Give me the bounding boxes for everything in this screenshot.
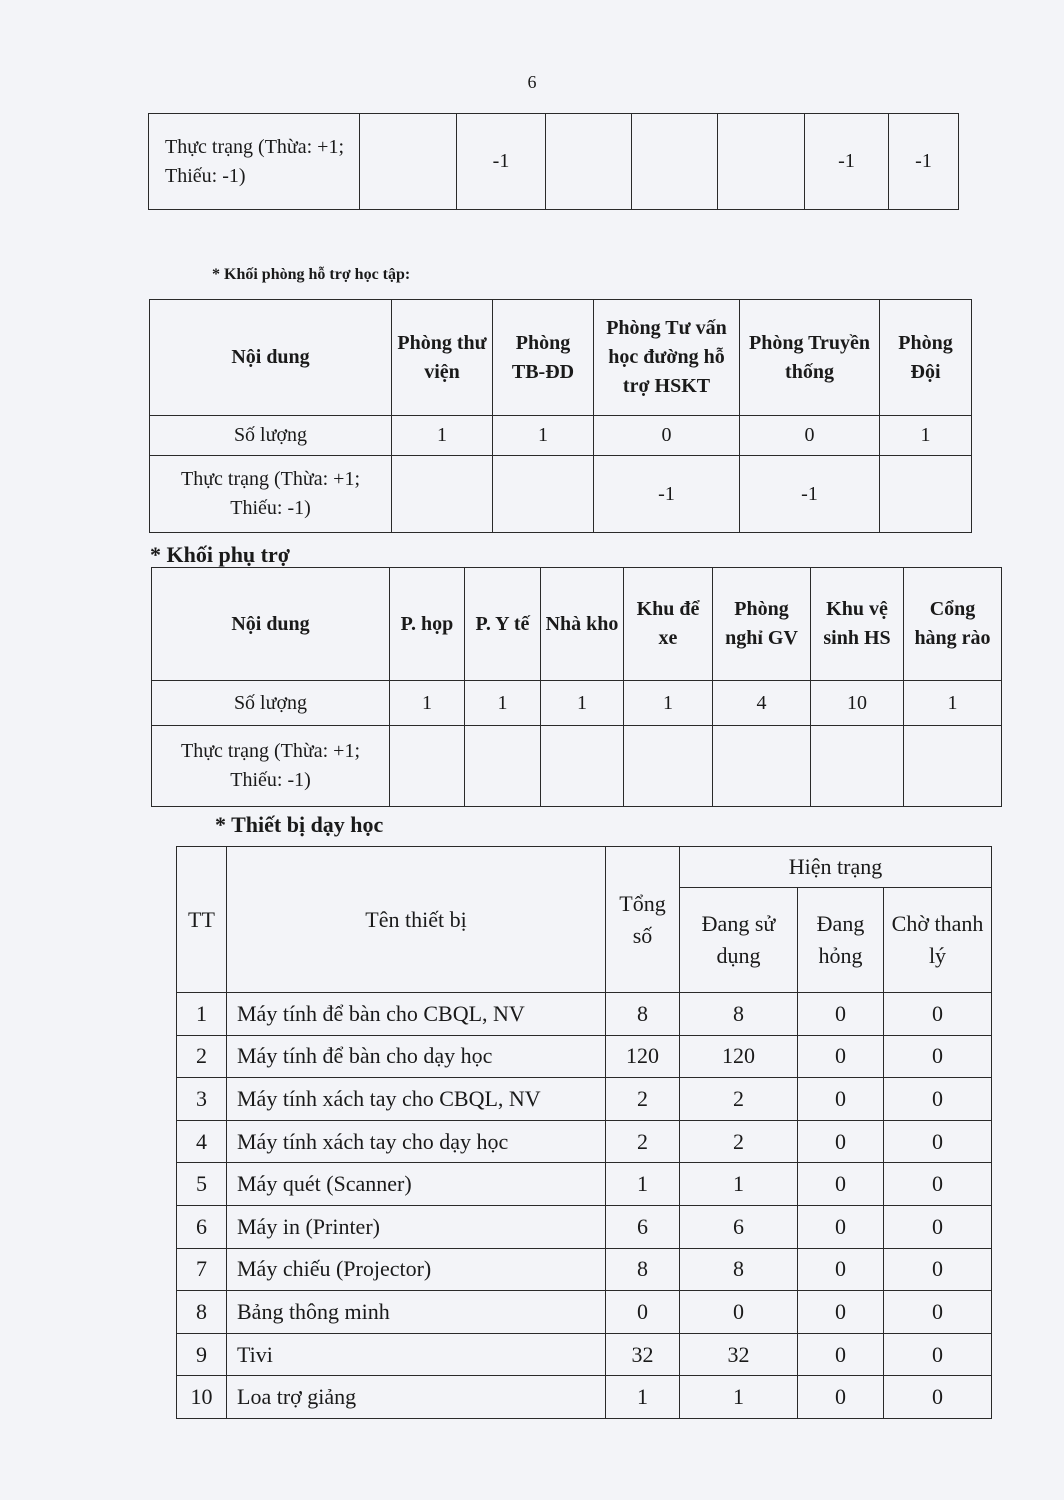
table-cell: 0 [594, 416, 740, 456]
column-header: Khu để xe [624, 568, 713, 681]
column-header: Phòng Tư vấn học đường hỗ trợ HSKT [594, 300, 740, 416]
table-cell: 0 [798, 993, 884, 1036]
table-cell: 0 [884, 1376, 992, 1419]
table-cell [493, 456, 594, 533]
table-row [150, 456, 972, 533]
column-header: Hiện trạng [680, 847, 992, 888]
equipment-name: Máy quét (Scanner) [227, 1163, 606, 1206]
table-cell: -1 [889, 114, 959, 210]
table-cell: 2 [606, 1078, 680, 1121]
table-cell: 32 [606, 1333, 680, 1376]
equipment-name: Máy tính để bàn cho CBQL, NV [227, 993, 606, 1036]
table-cell: 0 [798, 1291, 884, 1334]
table-cell: 1 [390, 681, 465, 726]
table-cell: 9 [177, 1333, 227, 1376]
column-header: Nội dung [150, 300, 392, 416]
column-header: Phòng nghỉ GV [713, 568, 811, 681]
table-row [177, 1291, 992, 1334]
table-cell: 1 [624, 681, 713, 726]
section-heading-hoc-tap: * Khối phòng hỗ trợ học tập: [212, 266, 411, 283]
table-cell [632, 114, 718, 210]
column-header: Tên thiết bị [227, 847, 606, 993]
table-cell: 1 [541, 681, 624, 726]
equipment-name: Máy chiếu (Projector) [227, 1248, 606, 1291]
table-cell: 0 [884, 993, 992, 1036]
page-number: 6 [527, 72, 537, 92]
table-cell: 8 [606, 993, 680, 1036]
section-heading-phu-tro: * Khối phụ trợ [150, 542, 290, 567]
table-cell: 0 [798, 1333, 884, 1376]
table-cell: 6 [177, 1205, 227, 1248]
table-cell: 0 [884, 1163, 992, 1206]
column-header: Phòng Đội [880, 300, 972, 416]
table-cell [880, 456, 972, 533]
table-cell: 8 [177, 1291, 227, 1334]
table-cell: 2 [680, 1078, 798, 1121]
table-cell: 0 [798, 1035, 884, 1078]
phu-tro-table [151, 567, 1002, 807]
table-cell: 6 [606, 1205, 680, 1248]
row-label: Thực trạng (Thừa: +1; Thiếu: -1) [149, 114, 360, 210]
equipment-name: Máy in (Printer) [227, 1205, 606, 1248]
column-header: Đang sử dụng [680, 888, 798, 993]
table-cell [546, 114, 632, 210]
table-row [149, 114, 959, 210]
table-cell: 120 [680, 1035, 798, 1078]
table-cell: 7 [177, 1248, 227, 1291]
column-header: Khu vệ sinh HS [811, 568, 904, 681]
equipment-name: Máy tính xách tay cho CBQL, NV [227, 1078, 606, 1121]
table-cell: 0 [798, 1163, 884, 1206]
table-cell [713, 726, 811, 807]
table-row [177, 1376, 992, 1419]
table-cell: 0 [680, 1291, 798, 1334]
table-cell [390, 726, 465, 807]
table-cell [718, 114, 805, 210]
table-cell: 4 [177, 1120, 227, 1163]
column-header: Nhà kho [541, 568, 624, 681]
table-row [152, 681, 1002, 726]
table-row [177, 1333, 992, 1376]
column-header: Cổng hàng rào [904, 568, 1002, 681]
column-header: P. Y tế [465, 568, 541, 681]
table-cell: 6 [680, 1205, 798, 1248]
table-cell: 8 [680, 993, 798, 1036]
thiet-bi-table [176, 846, 992, 1419]
table-row [177, 1035, 992, 1078]
equipment-name: Bảng thông minh [227, 1291, 606, 1334]
table-cell: 120 [606, 1035, 680, 1078]
table-cell: 1 [392, 416, 493, 456]
table-row [150, 416, 972, 456]
table-cell: 0 [606, 1291, 680, 1334]
table-cell: 5 [177, 1163, 227, 1206]
table-cell: 0 [884, 1078, 992, 1121]
row-label: Thực trạng (Thừa: +1; Thiếu: -1) [152, 726, 390, 807]
table-cell: 3 [177, 1078, 227, 1121]
column-header: Nội dung [152, 568, 390, 681]
equipment-name: Máy tính xách tay cho dạy học [227, 1120, 606, 1163]
table-cell: 0 [798, 1376, 884, 1419]
table-cell: -1 [805, 114, 889, 210]
row-label: Số lượng [152, 681, 390, 726]
table-cell: 1 [177, 993, 227, 1036]
table-row [177, 1120, 992, 1163]
table-row [177, 993, 992, 1036]
column-header: Đang hỏng [798, 888, 884, 993]
table-cell: 0 [798, 1205, 884, 1248]
hoc-tap-table [149, 299, 972, 533]
table-row [177, 1163, 992, 1206]
table-cell: 1 [493, 416, 594, 456]
section-heading-thiet-bi: * Thiết bị dạy học [215, 812, 384, 837]
column-header: Phòng Truyền thống [740, 300, 880, 416]
table-cell: 8 [606, 1248, 680, 1291]
table-cell: 2 [177, 1035, 227, 1078]
column-header: Chờ thanh lý [884, 888, 992, 993]
table-row [177, 1078, 992, 1121]
table-cell: 1 [904, 681, 1002, 726]
table-cell: 1 [606, 1163, 680, 1206]
table-cell [904, 726, 1002, 807]
table-cell [811, 726, 904, 807]
table-row [177, 1205, 992, 1248]
table-cell: 32 [680, 1333, 798, 1376]
table-cell: 1 [880, 416, 972, 456]
table-cell: 0 [884, 1205, 992, 1248]
table-cell [360, 114, 457, 210]
table-cell: 0 [884, 1248, 992, 1291]
table-cell: 1 [680, 1163, 798, 1206]
table-header-row [152, 568, 1002, 681]
equipment-name: Máy tính để bàn cho dạy học [227, 1035, 606, 1078]
table-cell [541, 726, 624, 807]
table-cell: 0 [798, 1248, 884, 1291]
table-cell: 0 [798, 1120, 884, 1163]
column-header: Phòng TB-ĐD [493, 300, 594, 416]
table-cell [392, 456, 493, 533]
column-header: Tổng số [606, 847, 680, 993]
table-cell: 8 [680, 1248, 798, 1291]
table-cell: 2 [680, 1120, 798, 1163]
column-header: Phòng thư viện [392, 300, 493, 416]
equipment-name: Tivi [227, 1333, 606, 1376]
table-cell: -1 [457, 114, 546, 210]
equipment-name: Loa trợ giảng [227, 1376, 606, 1419]
row-label: Thực trạng (Thừa: +1; Thiếu: -1) [150, 456, 392, 533]
table-cell: 1 [680, 1376, 798, 1419]
table-cell: 1 [465, 681, 541, 726]
table-cell: 4 [713, 681, 811, 726]
status-continuation-table [148, 113, 959, 210]
table-cell [465, 726, 541, 807]
table-header-row [150, 300, 972, 416]
column-header: TT [177, 847, 227, 993]
table-header-row [177, 847, 992, 888]
row-label: Số lượng [150, 416, 392, 456]
table-cell: 1 [606, 1376, 680, 1419]
table-cell: 0 [884, 1120, 992, 1163]
table-cell: 0 [740, 416, 880, 456]
table-cell: 0 [884, 1035, 992, 1078]
table-cell: -1 [594, 456, 740, 533]
table-cell: 0 [798, 1078, 884, 1121]
table-cell: 0 [884, 1333, 992, 1376]
table-row [152, 726, 1002, 807]
table-cell: 10 [177, 1376, 227, 1419]
column-header: P. họp [390, 568, 465, 681]
table-cell [624, 726, 713, 807]
table-cell: 0 [884, 1291, 992, 1334]
table-row [177, 1248, 992, 1291]
table-cell: 10 [811, 681, 904, 726]
table-cell: -1 [740, 456, 880, 533]
table-cell: 2 [606, 1120, 680, 1163]
